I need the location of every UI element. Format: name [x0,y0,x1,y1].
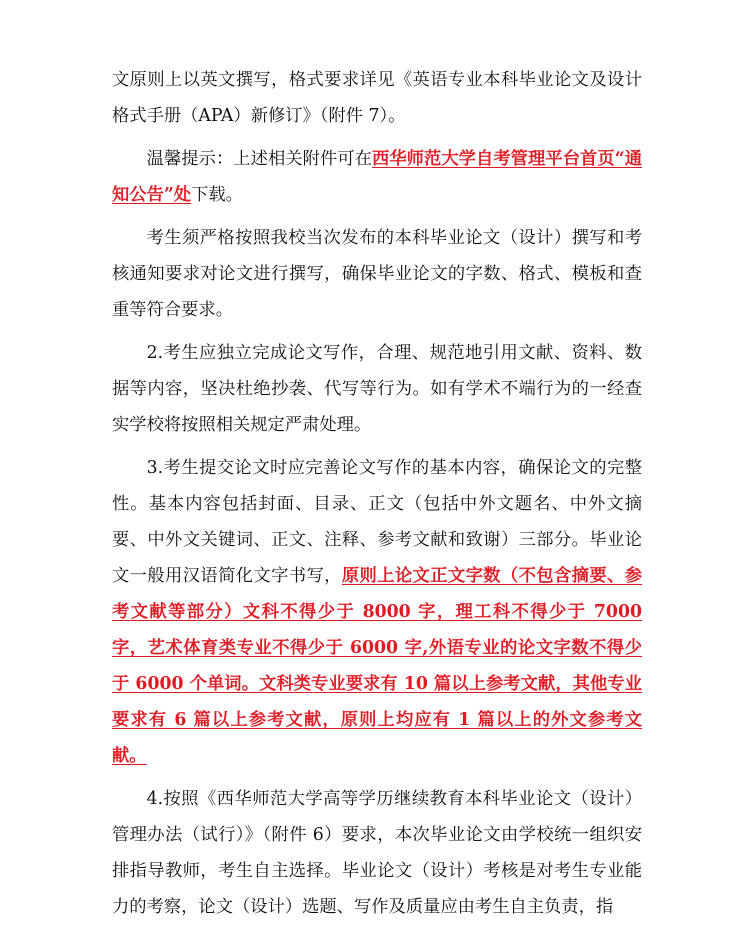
paragraph-item-4: 4.按照《西华师范大学高等学历继续教育本科毕业论文（设计）管理办法（试行）》（附件 6）要求，本次毕业论文由学校统一组织安排指导教师，考生自主选择。毕业论文（设计）考核是对考生专业能力的考察，论文（设计）选题、写作及质量应由考生自主负责，指 [112,789,642,917]
paragraph-requirements: 考生须严格按照我校当次发布的本科毕业论文（设计）撰写和考核通知要求对论文进行撰写，确保毕业论文的字数、格式、模板和查重等符合要求。 [112,228,642,320]
document-body [112,62,642,932]
tip-prefix: 温馨提示：上述相关附件可在 [146,149,372,169]
word-count-requirement: 原则上论文正文字数（不包含摘要、参考文献等部分）文科不得少于 8000 字，理工科不得少于 7000 字，艺术体育类专业不得少于 6000 字,外语专业的论文字数不得少于 6000 个单词。文科类专业要求有 10 篇以上参考文献，其他专业要求有 6 篇以上参考文献，原则上均应有 1 篇以上的外文参考文献。 [112,566,642,766]
platform-notice-link[interactable]: 西华师范大学自考管理平台首页“通知公告”处 [112,149,642,205]
tip-suffix: 下载。 [191,185,243,205]
paragraph-item-3 [112,450,642,774]
paragraph-english-format: 文原则上以英文撰写，格式要求详见《英语专业本科毕业论文及设计格式手册（APA）新修订》（附件 7）。 [112,70,642,126]
item-3-text: 3.考生提交论文时应完善论文写作的基本内容，确保论文的完整性。基本内容包括封面、目录、正文（包括中外文题名、中外文摘要、中外文关键词、正文、注释、参考文献和致谢）三部分。毕业论文一般用汉语简化文字书写， [112,458,642,586]
paragraph-item-2: 2.考生应独立完成论文写作，合理、规范地引用文献、资料、数据等内容，坚决杜绝抄袭、代写等行为。如有学术不端行为的一经查实学校将按照相关规定严肃处理。 [112,343,642,435]
paragraph-tip [112,141,642,213]
